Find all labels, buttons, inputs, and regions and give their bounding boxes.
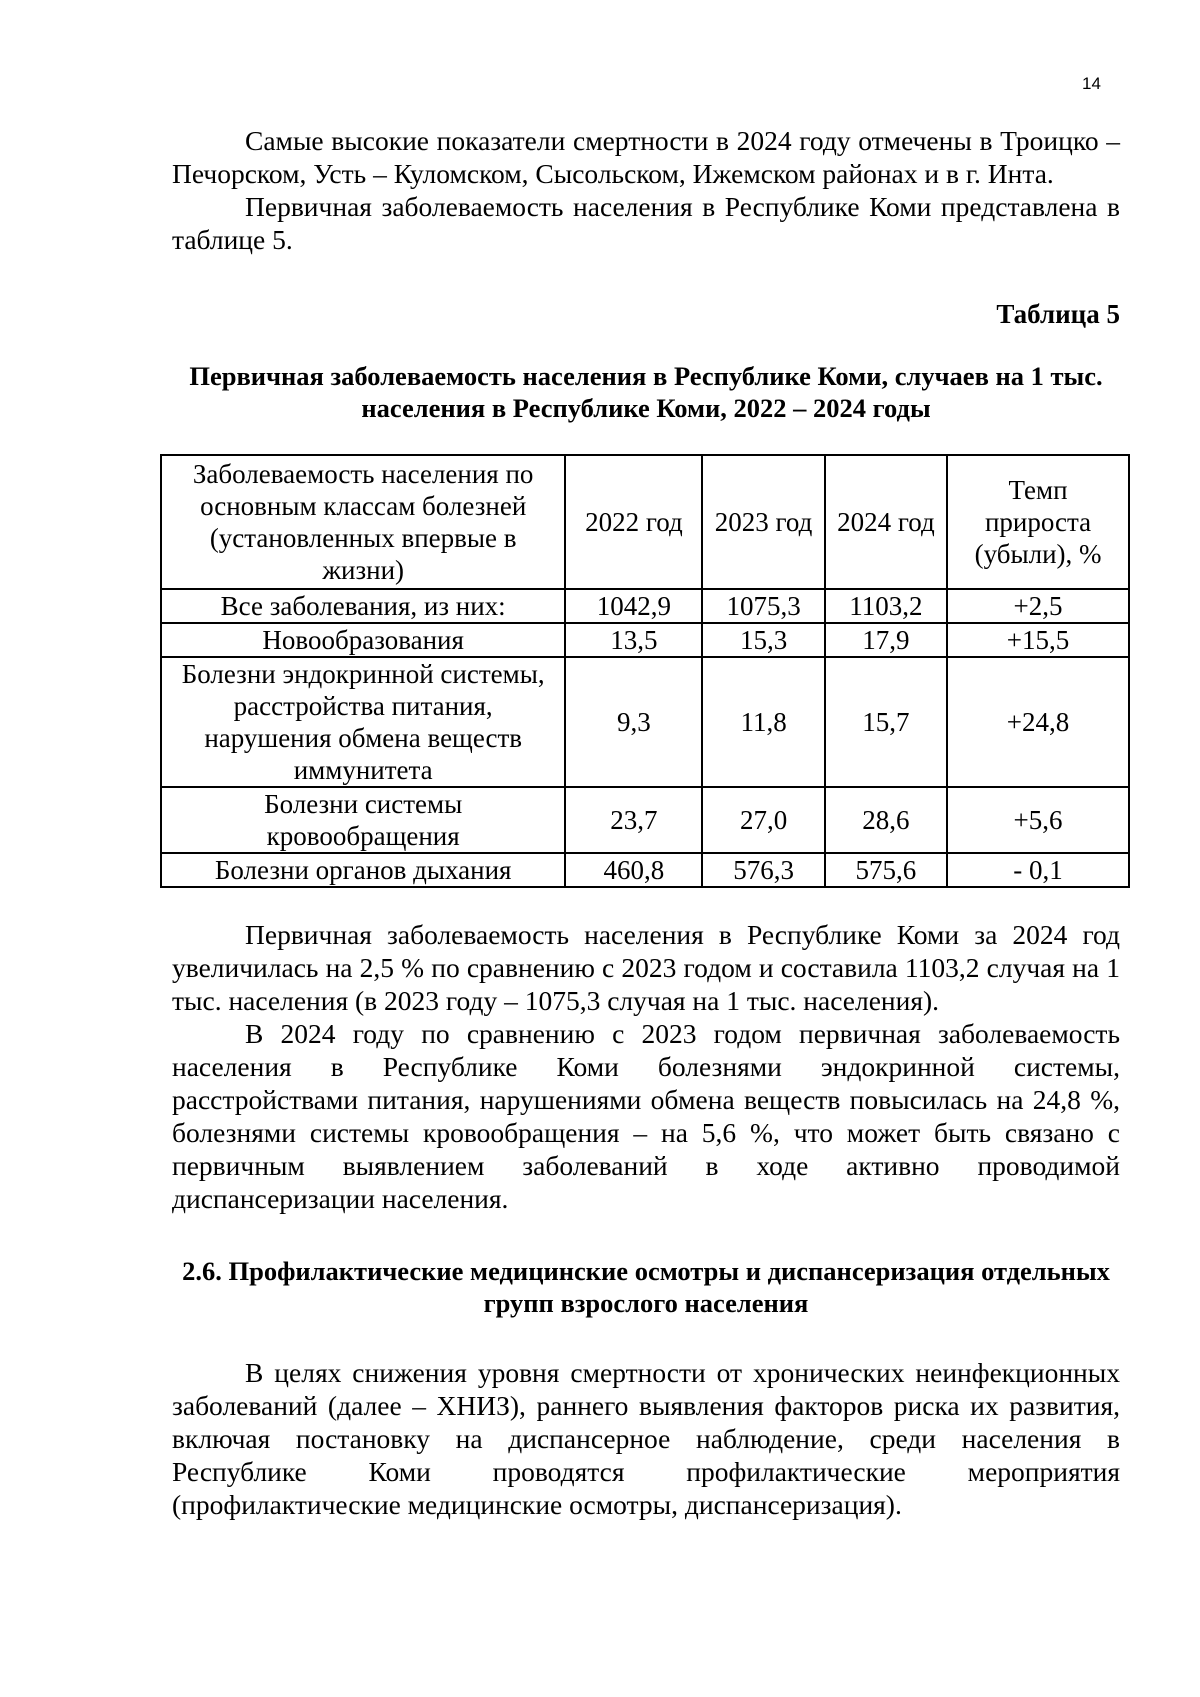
row-label: Болезни системы кровообращения <box>161 787 565 853</box>
cell-growth: +5,6 <box>947 787 1129 853</box>
cell-growth: - 0,1 <box>947 853 1129 887</box>
row-label: Болезни органов дыхания <box>161 853 565 887</box>
cell-2024: 15,7 <box>825 657 947 787</box>
cell-2023: 576,3 <box>702 853 824 887</box>
document-body <box>172 124 1120 1521</box>
cell-2024: 28,6 <box>825 787 947 853</box>
table-label: Таблица 5 <box>996 299 1120 329</box>
summary-paragraph-1: Первичная заболеваемость населения в Республике Коми за 2024 год увеличилась на 2,5 % по сравнению с 2023 годом и составила 1103,2 случая на 1 тыс. населения (в 2023 году – 1075,3 случая на 1 тыс. населения). <box>172 919 1120 1016</box>
cell-2023: 11,8 <box>702 657 824 787</box>
cell-2024: 17,9 <box>825 623 947 657</box>
table-row <box>161 623 1129 657</box>
cell-2022: 13,5 <box>565 623 702 657</box>
intro-paragraph-2: Первичная заболеваемость населения в Республике Коми представлена в таблице 5. <box>172 191 1120 255</box>
table-row <box>161 787 1129 853</box>
intro-paragraph-1: Самые высокие показатели смертности в 2024 году отмечены в Троицко – Печорском, Усть – Куломском, Сысольском, Ижемском районах и в г. Инта. <box>172 125 1120 189</box>
header-growth-rate: Темп прироста (убыли), % <box>947 455 1129 589</box>
row-label: Новообразования <box>161 623 565 657</box>
cell-2023: 15,3 <box>702 623 824 657</box>
section-heading: 2.6. Профилактические медицинские осмотры и диспансеризация отдельных групп взрослого населения <box>182 1256 1110 1318</box>
morbidity-table <box>160 454 1130 888</box>
cell-growth: +24,8 <box>947 657 1129 787</box>
cell-2022: 460,8 <box>565 853 702 887</box>
page-number: 14 <box>1082 74 1101 93</box>
cell-2022: 9,3 <box>565 657 702 787</box>
cell-2023: 1075,3 <box>702 589 824 623</box>
cell-2024: 575,6 <box>825 853 947 887</box>
cell-2024: 1103,2 <box>825 589 947 623</box>
row-label: Болезни эндокринной системы, расстройства питания, нарушения обмена веществ иммунитета <box>161 657 565 787</box>
header-disease-class: Заболеваемость населения по основным классам болезней (установленных впервые в жизни) <box>161 455 565 589</box>
cell-2022: 1042,9 <box>565 589 702 623</box>
section-paragraph: В целях снижения уровня смертности от хронических неинфекционных заболеваний (далее – ХНИЗ), раннего выявления факторов риска их развития, включая постановку на диспансерное наблюдение, среди населения в Республике Коми проводятся профилактические мероприятия (профилактические медицинские осмотры, диспансеризация). <box>172 1357 1120 1520</box>
table-row <box>161 589 1129 623</box>
table-title: Первичная заболеваемость населения в Республике Коми, случаев на 1 тыс. населения в Республике Коми, 2022 – 2024 годы <box>189 361 1103 423</box>
header-2023: 2023 год <box>702 455 824 589</box>
cell-2022: 23,7 <box>565 787 702 853</box>
header-2022: 2022 год <box>565 455 702 589</box>
summary-paragraph-2: В 2024 году по сравнению с 2023 годом первичная заболеваемость населения в Республике Коми болезнями эндокринной системы, расстройствами питания, нарушениями обмена веществ повысилась на 24,8 %, болезнями системы кровообращения – на 5,6 %, что может быть связано с первичным выявлением заболеваний в ходе активно проводимой диспансеризации населения. <box>172 1018 1120 1214</box>
table-header-row <box>161 455 1129 589</box>
table-row <box>161 853 1129 887</box>
table-row <box>161 657 1129 787</box>
cell-growth: +2,5 <box>947 589 1129 623</box>
header-2024: 2024 год <box>825 455 947 589</box>
cell-growth: +15,5 <box>947 623 1129 657</box>
cell-2023: 27,0 <box>702 787 824 853</box>
row-label: Все заболевания, из них: <box>161 589 565 623</box>
